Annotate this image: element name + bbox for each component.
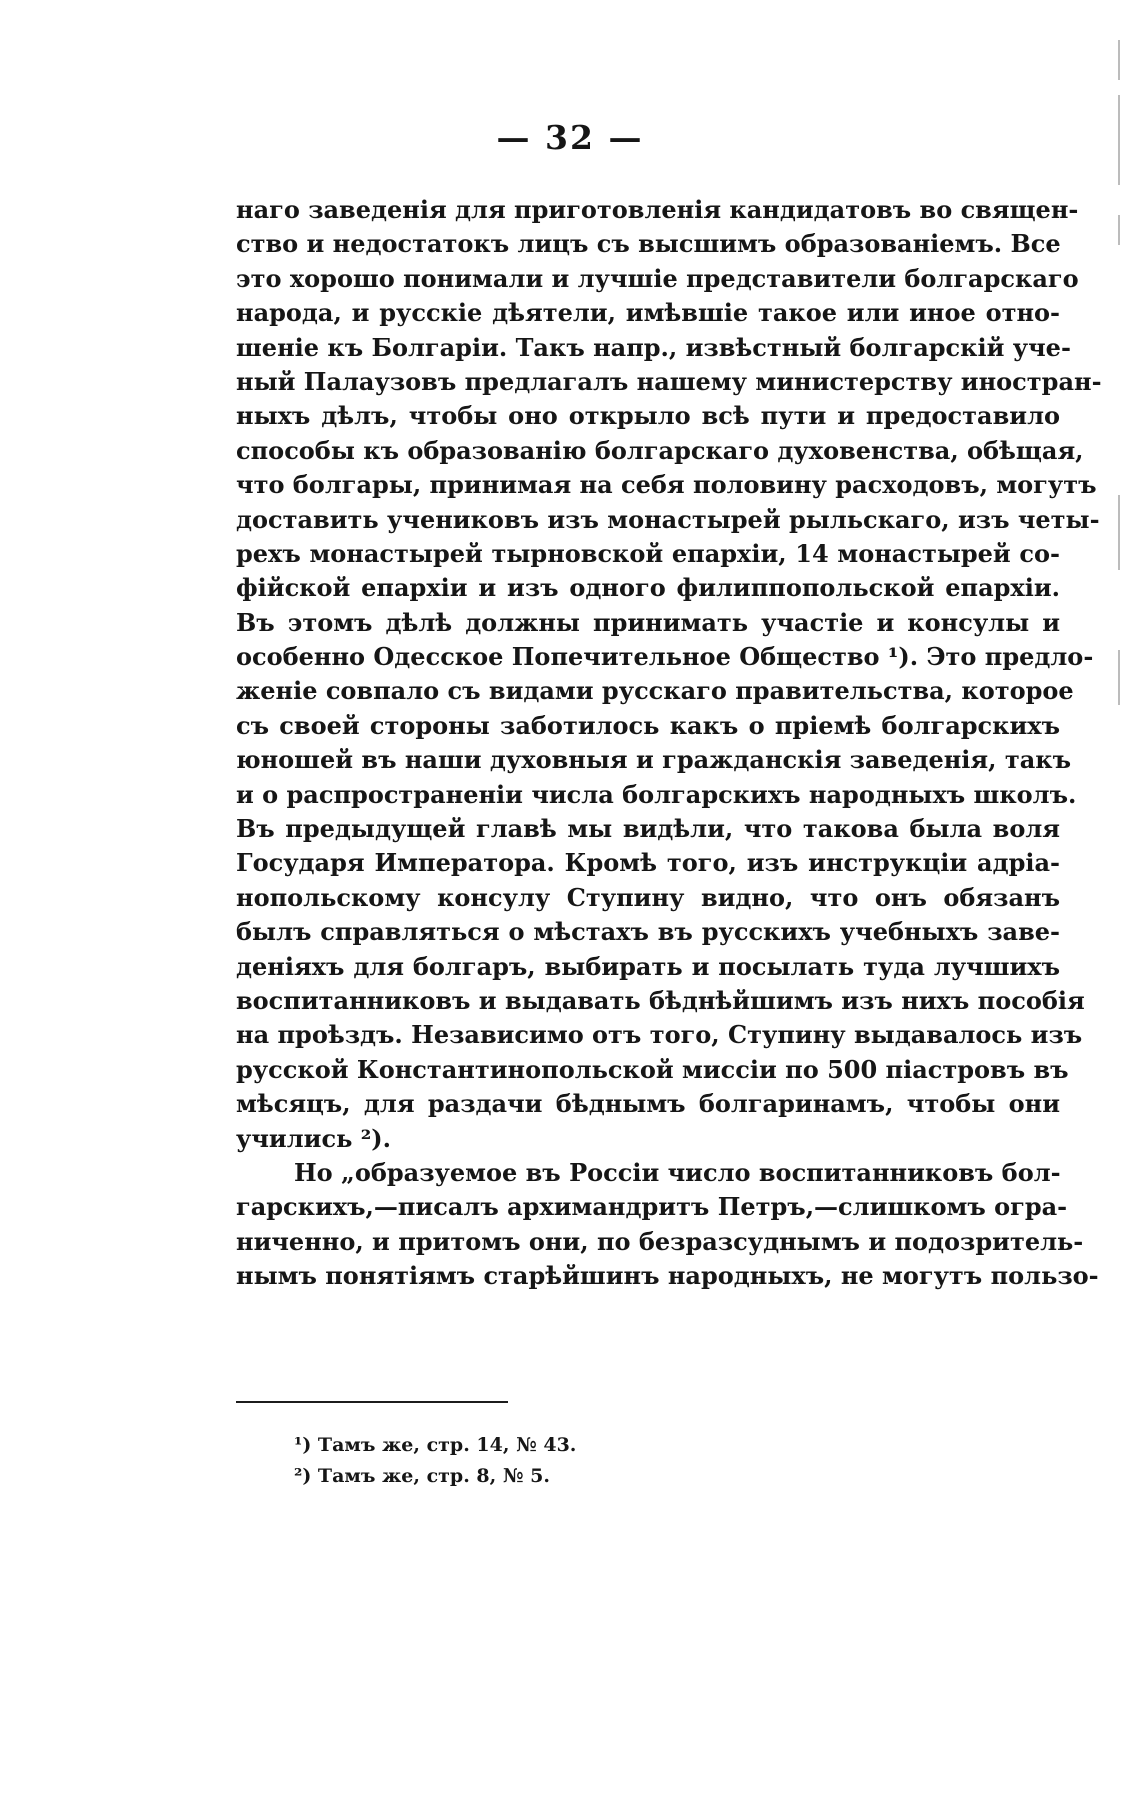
footnote-1: ¹) Тамъ же, стр. 14, № 43. bbox=[294, 1434, 577, 1456]
scan-edge-marks bbox=[1118, 40, 1122, 740]
footnotes bbox=[294, 1430, 894, 1492]
text-line-paragraph-end: учились ²). bbox=[236, 1123, 391, 1153]
text-line: фійской епархіи и изъ одного филиппопольской епархіи. bbox=[236, 573, 1060, 603]
text-line: рехъ монастырей тырновской епархіи, 14 монастырей со- bbox=[236, 538, 1060, 568]
footnote-2: ²) Тамъ же, стр. 8, № 5. bbox=[294, 1465, 550, 1487]
text-line: что болгары, принимая на себя половину расходовъ, могутъ bbox=[236, 470, 1097, 500]
text-line: ниченно, и притомъ они, по безразсуднымъ и подозритель- bbox=[236, 1226, 1084, 1256]
text-line: деніяхъ для болгаръ, выбирать и посылать туда лучшихъ bbox=[236, 951, 1060, 981]
text-line: ныхъ дѣлъ, чтобы оно открыло всѣ пути и предоставило bbox=[236, 401, 1060, 431]
text-line: наго заведенія для приготовленія кандидатовъ во священ- bbox=[236, 195, 1079, 224]
text-line: воспитанниковъ и выдавать бѣднѣйшимъ изъ нихъ пособія bbox=[236, 985, 1085, 1015]
body-text bbox=[236, 193, 1102, 1294]
text-line: это хорошо понимали и лучшіе представители болгарскаго bbox=[236, 263, 1079, 293]
text-line: съ своей стороны заботилось какъ о пріемѣ болгарскихъ bbox=[236, 710, 1060, 740]
text-line: и о распространеніи числа болгарскихъ народныхъ школъ. bbox=[236, 779, 1077, 809]
text-line: гарскихъ,—писалъ архимандритъ Петръ,—слишкомъ огра- bbox=[236, 1192, 1068, 1222]
text-line: нопольскому консулу Ступину видно, что онъ обязанъ bbox=[236, 882, 1060, 912]
text-line: мѣсяцъ, для раздачи бѣднымъ болгаринамъ, чтобы они bbox=[236, 1089, 1060, 1119]
text-line: былъ справляться о мѣстахъ въ русскихъ учебныхъ заве- bbox=[236, 917, 1060, 947]
text-line: на проѣздъ. Независимо отъ того, Ступину выдавалось изъ bbox=[236, 1020, 1083, 1050]
text-line: женіе совпало съ видами русскаго правительства, которое bbox=[236, 676, 1074, 706]
text-line: особенно Одесское Попечительное Общество ¹). Это предло- bbox=[236, 642, 1094, 672]
text-line: юношей въ наши духовныя и гражданскія заведенія, такъ bbox=[236, 745, 1072, 775]
text-line: шеніе къ Болгаріи. Такъ напр., извѣстный болгарскій уче- bbox=[236, 332, 1071, 362]
text-line: ство и недостатокъ лицъ съ высшимъ образованіемъ. Все bbox=[236, 229, 1061, 259]
text-line: Въ этомъ дѣлѣ должны принимать участіе и консулы и bbox=[236, 607, 1060, 637]
text-line: доставить учениковъ изъ монастырей рыльскаго, изъ четы- bbox=[236, 504, 1100, 534]
text-line-paragraph-start: Но „образуемое въ Россіи число воспитанниковъ бол- bbox=[294, 1157, 1061, 1187]
text-line: Въ предыдущей главѣ мы видѣли, что такова была воля bbox=[236, 814, 1060, 844]
footnote-divider bbox=[236, 1401, 508, 1403]
page-number: — 32 — bbox=[496, 118, 644, 157]
text-line: способы къ образованію болгарскаго духовенства, обѣщая, bbox=[236, 435, 1084, 465]
text-line: Государя Императора. Кромѣ того, изъ инструкціи адріа- bbox=[236, 848, 1060, 878]
text-line: ный Палаузовъ предлагалъ нашему министерству иностран- bbox=[236, 366, 1102, 396]
text-line: народа, и русскіе дѣятели, имѣвшіе такое или иное отно- bbox=[236, 298, 1060, 328]
text-line: русской Константинопольской миссіи по 500 піастровъ въ bbox=[236, 1054, 1069, 1084]
text-line: нымъ понятіямъ старѣйшинъ народныхъ, не могутъ пользо- bbox=[236, 1261, 1099, 1291]
